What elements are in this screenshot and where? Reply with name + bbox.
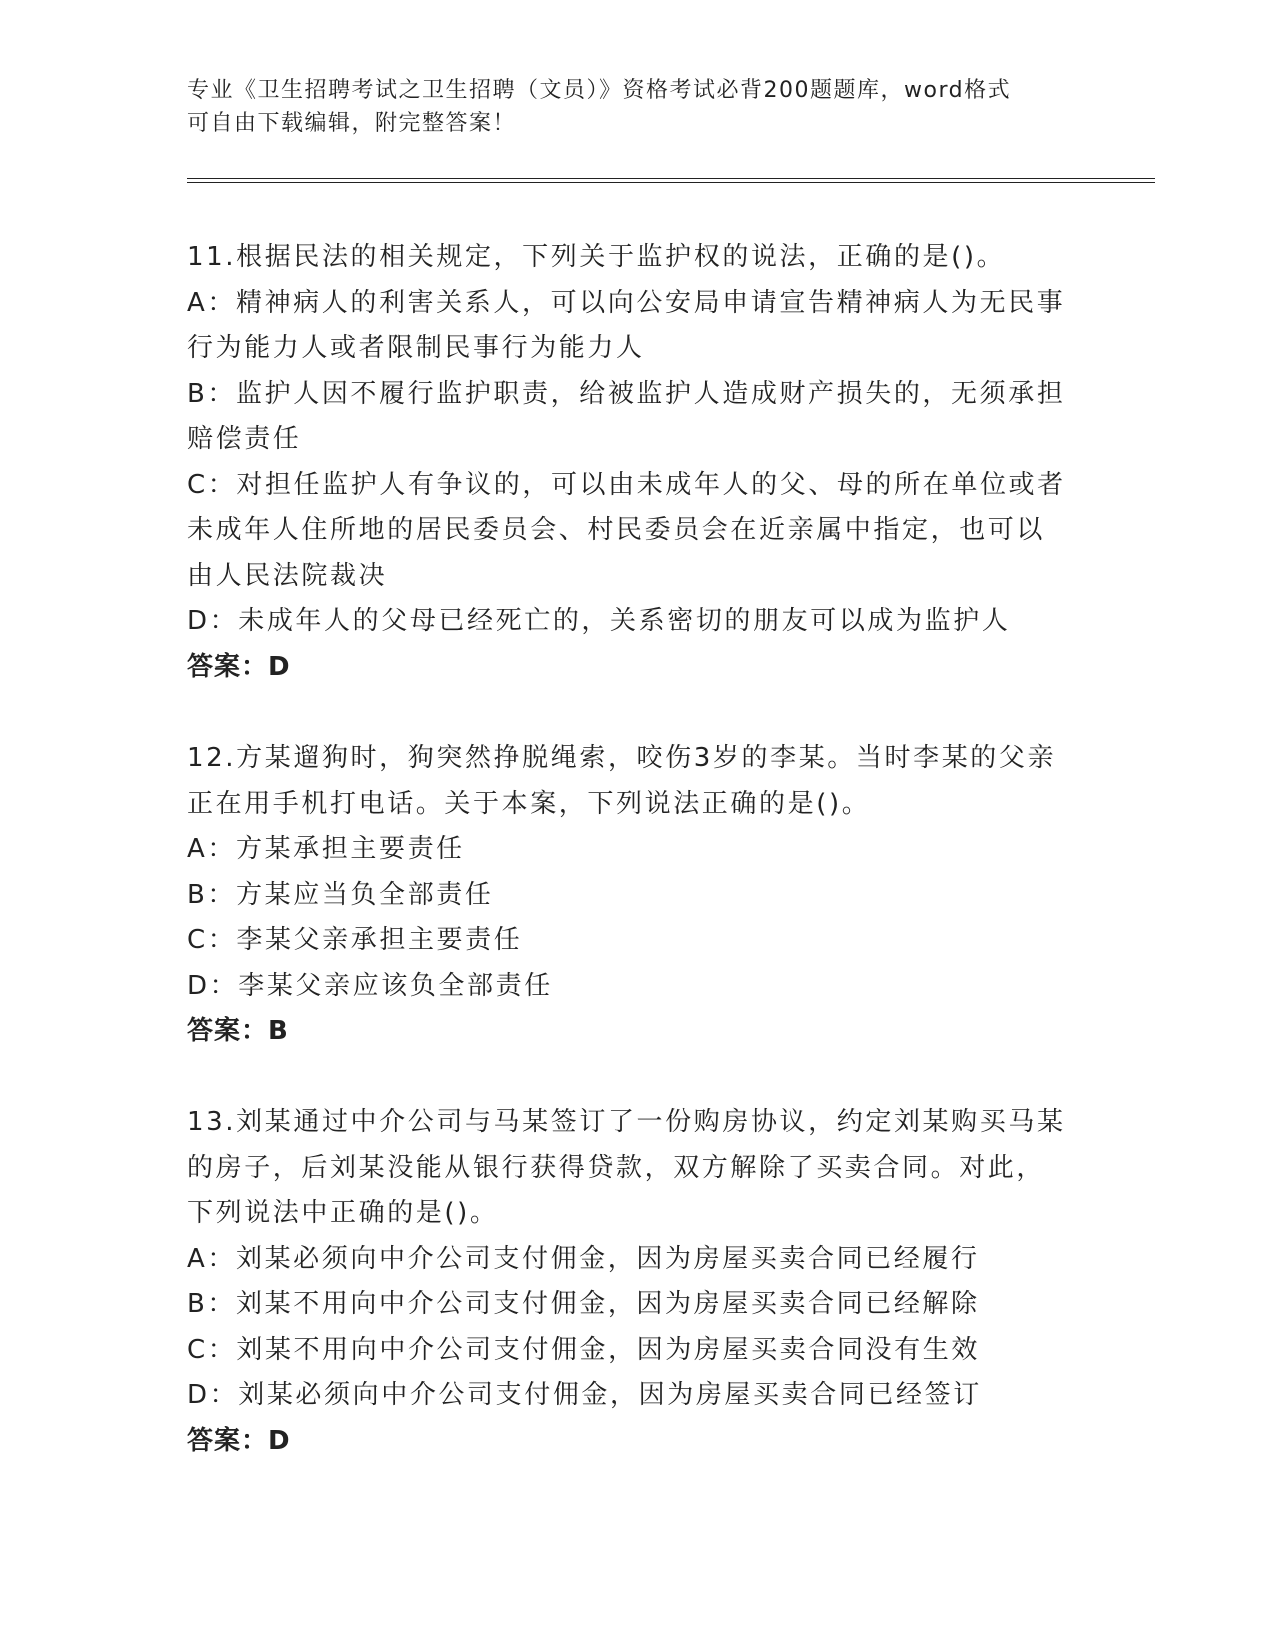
option-line: A：方某承担主要责任	[187, 834, 465, 864]
option-line: C：对担任监护人有争议的，可以由未成年人的父、母的所在单位或者	[187, 469, 1066, 500]
option-line: A：精神病人的利害关系人，可以向公安局申请宣告精神病人为无民事	[187, 287, 1066, 318]
option-c	[187, 463, 1087, 600]
option-d	[187, 599, 1087, 645]
option-line: 由人民法院裁决	[187, 560, 388, 591]
option-line: D：未成年人的父母已经死亡的，关系密切的朋友可以成为监护人	[187, 606, 1011, 636]
option-line: 未成年人住所地的居民委员会、村民委员会在近亲属中指定，也可以	[187, 515, 1046, 545]
answer-line: 答案：B	[187, 1016, 289, 1046]
question-stem: 下列说法中正确的是()。	[187, 1198, 499, 1228]
question-stem: 12.方某遛狗时，狗突然挣脱绳索，咬伤3岁的李某。当时李某的父亲	[187, 743, 1057, 773]
option-line: B：刘某不用向中介公司支付佣金，因为房屋买卖合同已经解除	[187, 1289, 980, 1319]
option-d	[187, 1373, 1087, 1419]
answer-line: 答案：D	[187, 1425, 291, 1456]
option-line: 赔偿责任	[187, 424, 302, 454]
question-11	[187, 235, 1087, 690]
option-line: C：刘某不用向中介公司支付佣金，因为房屋买卖合同没有生效	[187, 1334, 980, 1365]
header-line-2: 可自由下载编辑，附完整答案！	[187, 111, 517, 136]
question-stem: 正在用手机打电话。关于本案，下列说法正确的是()。	[187, 788, 871, 819]
question-stem: 的房子，后刘某没能从银行获得贷款，双方解除了买卖合同。对此，	[187, 1152, 1046, 1183]
option-line: D：刘某必须向中介公司支付佣金，因为房屋买卖合同已经签订	[187, 1380, 982, 1410]
option-a	[187, 281, 1087, 372]
question-stem: 11.根据民法的相关规定，下列关于监护权的说法，正确的是()。	[187, 242, 1006, 272]
option-c	[187, 918, 1087, 964]
option-a	[187, 827, 1087, 873]
answer-line: 答案：D	[187, 651, 291, 682]
option-line: B：监护人因不履行监护职责，给被监护人造成财产损失的，无须承担	[187, 378, 1066, 409]
option-b	[187, 372, 1087, 463]
option-line: B：方某应当负全部责任	[187, 879, 494, 910]
option-d	[187, 964, 1087, 1010]
option-line: D：李某父亲应该负全部责任	[187, 970, 553, 1001]
option-b	[187, 873, 1087, 919]
option-c	[187, 1328, 1087, 1374]
question-13	[187, 1100, 1087, 1464]
header-line-1: 专业《卫生招聘考试之卫生招聘（文员）》资格考试必背200题题库，word格式	[187, 78, 1012, 103]
option-line: A：刘某必须向中介公司支付佣金，因为房屋买卖合同已经履行	[187, 1243, 980, 1274]
option-line: 行为能力人或者限制民事行为能力人	[187, 333, 645, 363]
document-header	[187, 74, 1087, 140]
option-line: C：李某父亲承担主要责任	[187, 925, 523, 955]
question-12	[187, 736, 1087, 1055]
option-a	[187, 1237, 1087, 1283]
option-b	[187, 1282, 1087, 1328]
header-divider	[187, 178, 1155, 183]
question-stem: 13.刘某通过中介公司与马某签订了一份购房协议，约定刘某购买马某	[187, 1107, 1066, 1137]
